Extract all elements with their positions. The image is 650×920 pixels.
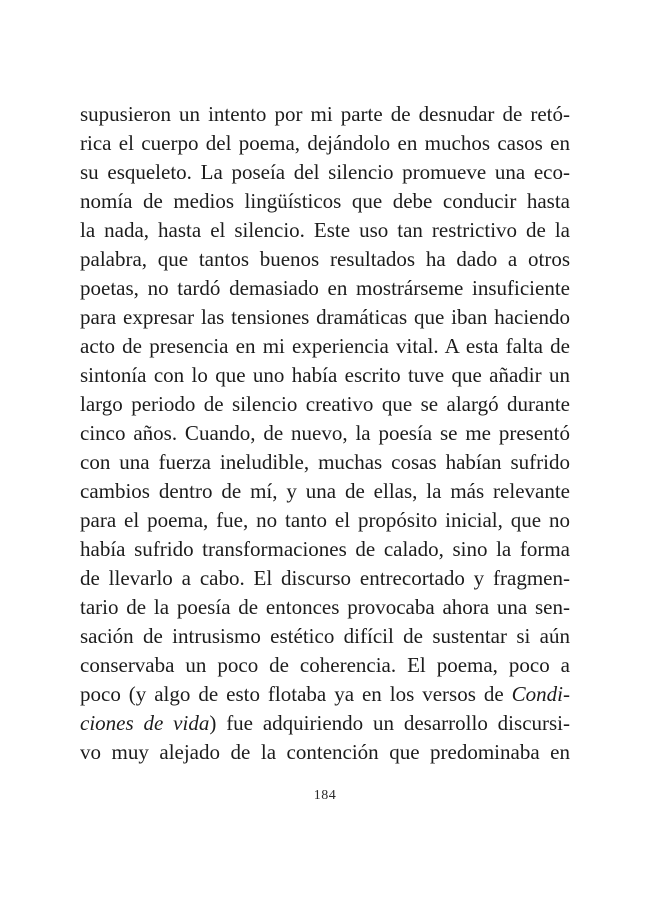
text-line: sación de intrusismo estético difícil de sustentar si aún [80, 624, 570, 648]
italic-title-run: Condi- [511, 682, 570, 706]
text-line: sintonía con lo que uno había escrito tuve que añadir un [80, 363, 570, 387]
text-line: acto de presencia en mi experiencia vital. A esta falta de [80, 334, 570, 358]
italic-title-run: ciones de vida [80, 711, 210, 735]
text-line: vo muy alejado de la contención que predominaba en [80, 740, 570, 764]
text-line-with-italic [80, 709, 570, 738]
text-line: con una fuerza ineludible, muchas cosas habían sufrido [80, 450, 570, 474]
body-text [80, 100, 570, 767]
text-line-with-italic [80, 680, 570, 709]
text-line: palabra, que tantos buenos resultados ha dado a otros [80, 247, 570, 271]
text-line: largo periodo de silencio creativo que se alargó durante [80, 392, 570, 416]
text-line: cambios dentro de mí, y una de ellas, la más relevante [80, 479, 570, 503]
text-line: rica el cuerpo del poema, dejándolo en muchos casos en [80, 131, 570, 155]
text-line: para el poema, fue, no tanto el propósito inicial, que no [80, 508, 570, 532]
page-number: 184 [313, 788, 337, 803]
text-line: de llevarlo a cabo. El discurso entrecortado y fragmen- [80, 566, 570, 590]
text-line: poetas, no tardó demasiado en mostrárseme insuficiente [80, 276, 570, 300]
text-line: había sufrido transformaciones de calado, sino la forma [80, 537, 570, 561]
text-line: supusieron un intento por mi parte de desnudar de retó- [80, 102, 570, 126]
text-line: para expresar las tensiones dramáticas que iban haciendo [80, 305, 570, 329]
text-line: conservaba un poco de coherencia. El poema, poco a [80, 653, 570, 677]
text-run: poco (y algo de esto flotaba ya en los versos de [80, 682, 512, 706]
text-line: cinco años. Cuando, de nuevo, la poesía se me presentó [80, 421, 570, 445]
text-line: tario de la poesía de entonces provocaba ahora una sen- [80, 595, 570, 619]
text-line: la nada, hasta el silencio. Este uso tan restrictivo de la [80, 218, 570, 242]
text-line: su esqueleto. La poseía del silencio promueve una eco- [80, 160, 570, 184]
text-line: nomía de medios lingüísticos que debe conducir hasta [80, 189, 570, 213]
text-run: ) fue adquiriendo un desarrollo discursi- [209, 711, 571, 735]
